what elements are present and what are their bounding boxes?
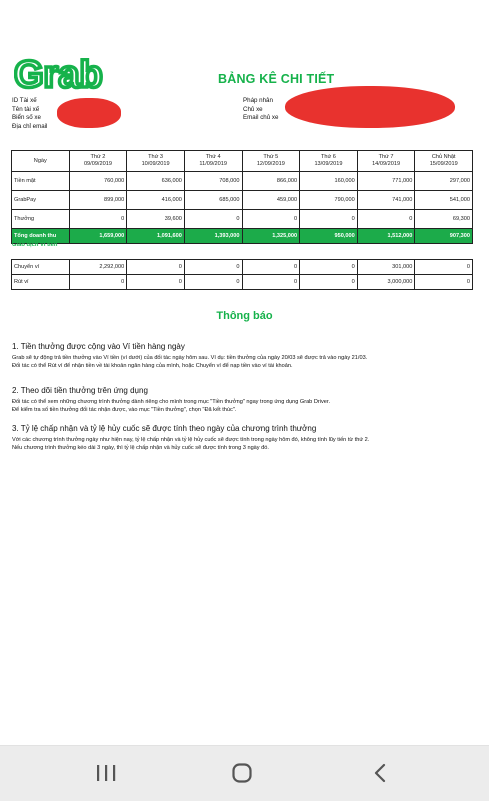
notice-section xyxy=(12,424,477,453)
redaction-mark-left xyxy=(57,98,121,128)
day-corner-header: Ngày xyxy=(12,151,70,172)
table-cell: 160,000 xyxy=(300,172,358,191)
notice-line: Với các chương trình thưởng ngày như hiện nay, tỷ lệ chấp nhận và tỷ lệ hủy cuốc sẽ được tính trong ngày hôm đó, không tính lũy tiến từ thứ 2. xyxy=(12,437,370,443)
table-cell: 0 xyxy=(415,275,473,290)
notice-heading: 2. Theo dõi tiền thưởng trên ứng dụng xyxy=(12,386,148,395)
table-row xyxy=(12,210,473,229)
day-header xyxy=(242,151,300,172)
revenue-table xyxy=(11,150,473,244)
recent-apps-button[interactable] xyxy=(86,758,126,788)
notice-line: Đối tác có thể Rút ví để nhận tiền về tài khoản ngân hàng của mình, hoặc Chuyển ví để nạp tiền vào ví tài khoản. xyxy=(12,363,293,370)
table-cell: 0 xyxy=(357,210,415,229)
table-cell: 0 xyxy=(415,260,473,275)
day-header xyxy=(69,151,127,172)
notice-line: Đối tác có thể xem những chương trình thưởng dành riêng cho mình trong mục "Tiền thưởng" ngay trong ứng dụng Grab Driver. xyxy=(12,399,331,405)
table-cell: 0 xyxy=(300,260,358,275)
table-cell: 741,000 xyxy=(357,191,415,210)
grab-logo-text: Grab xyxy=(14,58,103,92)
row-label-total: Tổng doanh thu xyxy=(12,229,70,244)
table-cell: 416,000 xyxy=(127,191,185,210)
table-row xyxy=(12,275,473,290)
day-name: Thứ 3 xyxy=(148,154,164,160)
vehicle-owner-label: Chủ xe xyxy=(243,105,263,113)
table-cell: 0 xyxy=(242,260,300,275)
table-row xyxy=(12,172,473,191)
day-date: 12/09/2019 xyxy=(256,161,285,167)
table-cell: 0 xyxy=(242,275,300,290)
table-cell: 1,659,000 xyxy=(69,229,127,244)
table-cell: 0 xyxy=(184,260,242,275)
notice-section xyxy=(12,386,477,415)
day-date: 14/09/2019 xyxy=(372,161,401,167)
notice-section xyxy=(12,342,477,371)
back-icon xyxy=(371,762,389,784)
row-label-grabpay: GrabPay xyxy=(12,191,70,210)
email-label: Địa chỉ email xyxy=(12,122,48,130)
table-cell: 1,325,000 xyxy=(242,229,300,244)
home-button[interactable] xyxy=(222,758,262,788)
table-cell: 2,292,000 xyxy=(69,260,127,275)
notice-heading: 3. Tỷ lệ chấp nhận và tỷ lệ hủy cuốc sẽ được tính theo ngày của chương trình thưởng xyxy=(12,424,317,433)
table-row xyxy=(12,260,473,275)
table-cell: 866,000 xyxy=(242,172,300,191)
table-cell: 0 xyxy=(242,210,300,229)
table-cell: 0 xyxy=(69,275,127,290)
table-cell: 69,300 xyxy=(415,210,473,229)
table-cell: 760,000 xyxy=(69,172,127,191)
table-cell: 1,512,000 xyxy=(357,229,415,244)
table-cell: 541,000 xyxy=(415,191,473,210)
day-name: Thứ 4 xyxy=(205,154,221,160)
table-cell: 297,000 xyxy=(415,172,473,191)
day-header xyxy=(357,151,415,172)
wallet-table xyxy=(11,259,473,290)
day-date: 11/09/2019 xyxy=(199,161,227,167)
legal-entity-label: Pháp nhân xyxy=(243,97,273,104)
table-cell: 1,091,600 xyxy=(127,229,185,244)
table-cell: 3,000,000 xyxy=(357,275,415,290)
table-cell: 0 xyxy=(184,210,242,229)
table-cell: 0 xyxy=(69,210,127,229)
day-date: 09/09/2019 xyxy=(83,161,112,167)
notice-heading: 1. Tiền thưởng được cộng vào Ví tiền hàng ngày xyxy=(12,342,185,351)
android-navigation-bar xyxy=(0,745,489,801)
table-cell: 685,000 xyxy=(184,191,242,210)
owner-email-label: Email chủ xe xyxy=(243,114,279,122)
table-cell: 950,000 xyxy=(300,229,358,244)
plate-number-label: Biển số xe xyxy=(12,114,41,122)
home-icon xyxy=(231,762,253,784)
table-cell: 0 xyxy=(127,275,185,290)
notice-line: Nếu chương trình thưởng kéo dài 3 ngày, thì tỷ lệ chấp nhận và hủy cuốc sẽ được tính trong 3 ngày đó. xyxy=(12,445,269,452)
notice-line: Để kiểm tra số tiền thưởng đối tác nhận được, vào mục "Tiền thưởng", chọn "Đã kết thúc". xyxy=(12,407,237,414)
table-cell: 636,000 xyxy=(127,172,185,191)
day-header xyxy=(127,151,185,172)
table-header-row xyxy=(12,151,473,172)
driver-name-label: Tên tài xế xyxy=(12,105,40,113)
day-name: Chủ Nhật xyxy=(431,154,456,160)
day-name: Thứ 2 xyxy=(90,154,106,160)
table-cell: 771,000 xyxy=(357,172,415,191)
driver-id-label: ID Tài xế xyxy=(12,97,37,104)
table-cell: 790,000 xyxy=(300,191,358,210)
wallet-section-label: Giao dịch Ví tiền xyxy=(12,242,58,248)
table-row xyxy=(12,191,473,210)
recent-apps-icon xyxy=(95,763,117,783)
redaction-mark-right xyxy=(285,86,455,128)
table-cell: 0 xyxy=(300,210,358,229)
day-date: 13/09/2019 xyxy=(314,161,343,167)
day-name: Thứ 6 xyxy=(320,154,336,160)
row-label-transfer: Chuyển ví xyxy=(12,260,70,275)
table-cell: 39,600 xyxy=(127,210,185,229)
grab-logo xyxy=(14,58,116,92)
day-name: Thứ 7 xyxy=(378,154,394,160)
row-label-withdraw: Rút ví xyxy=(12,275,70,290)
day-header xyxy=(415,151,473,172)
day-date: 10/09/2019 xyxy=(141,161,170,167)
table-cell: 899,000 xyxy=(69,191,127,210)
total-revenue-row xyxy=(12,229,473,244)
back-button[interactable] xyxy=(360,758,400,788)
table-cell: 708,000 xyxy=(184,172,242,191)
day-header xyxy=(300,151,358,172)
table-cell: 301,000 xyxy=(357,260,415,275)
day-name: Thứ 5 xyxy=(263,154,279,160)
notice-line: Grab sẽ tự động trả tiền thưởng vào Ví tiền (ví dưới) của đối tác ngày hôm sau. Ví dụ: tiền thưởng của ngày 20/03 sẽ được trả vào ngày 21/03. xyxy=(12,355,368,361)
owner-info-labels xyxy=(243,97,278,123)
table-cell: 907,300 xyxy=(415,229,473,244)
day-header xyxy=(184,151,242,172)
table-cell: 459,000 xyxy=(242,191,300,210)
day-date: 15/09/2019 xyxy=(429,161,458,167)
notice-title: Thông báo xyxy=(216,310,273,322)
row-label-bonus: Thưởng xyxy=(12,210,70,229)
row-label-cash: Tiền mặt xyxy=(12,172,70,191)
driver-info-labels xyxy=(12,97,47,131)
table-cell: 0 xyxy=(184,275,242,290)
document-title: BẢNG KÊ CHI TIẾT xyxy=(218,72,335,86)
table-cell: 0 xyxy=(127,260,185,275)
table-cell: 0 xyxy=(300,275,358,290)
table-cell: 1,393,000 xyxy=(184,229,242,244)
